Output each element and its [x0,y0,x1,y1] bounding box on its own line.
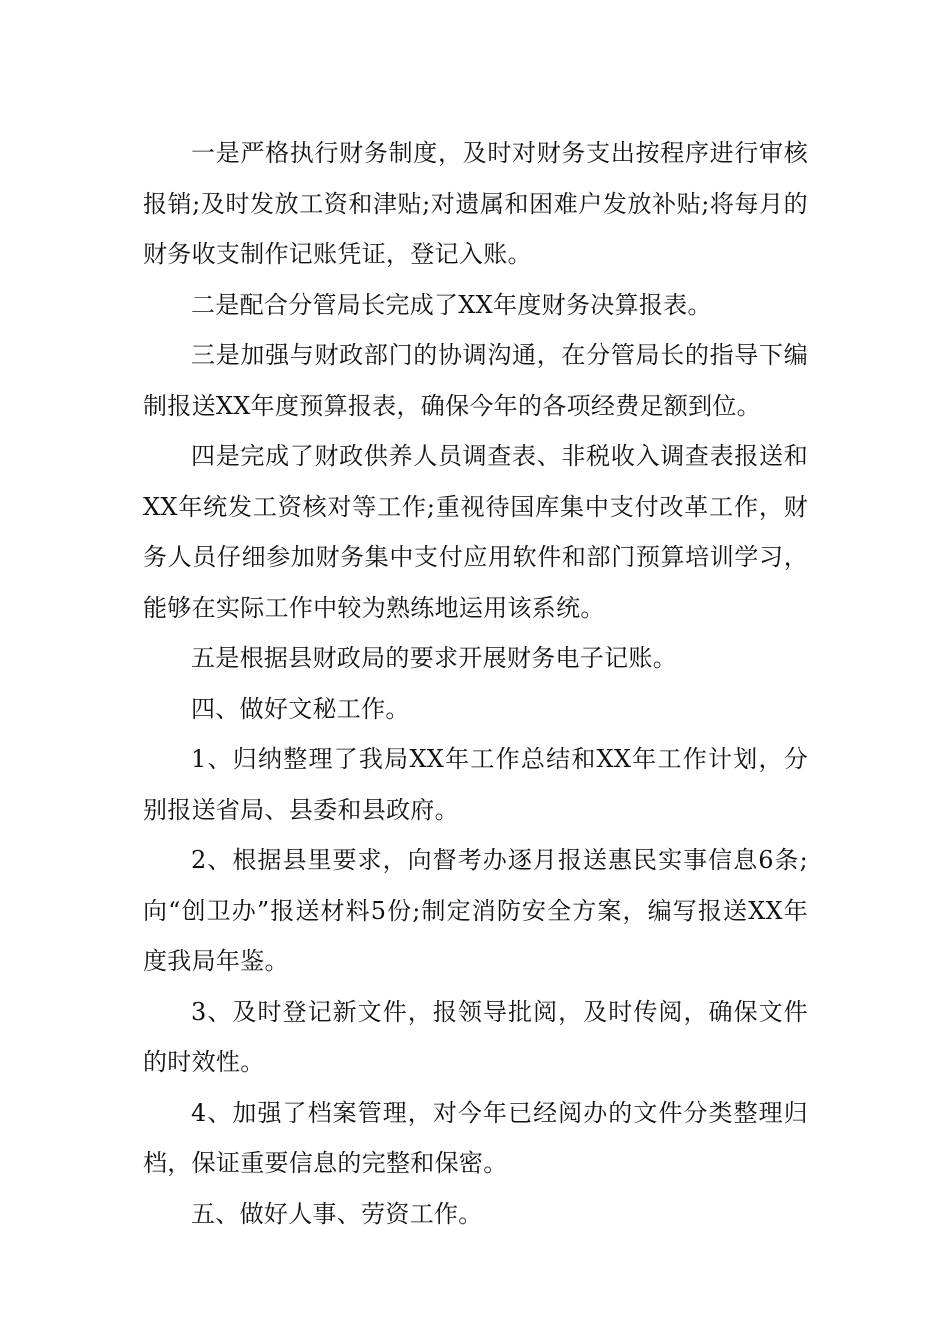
paragraph-finance-2: 二是配合分管局长完成了XX年度财务决算报表。 [191,290,712,319]
paragraph-finance-5: 五是根据县财政局的要求开展财务电子记账。 [191,644,677,672]
paragraph-secretarial-3: 3、及时登记新文件，报领导批阅，及时传阅，确保文件的时效性。 [143,997,808,1076]
document-body [143,128,808,1239]
section-heading-personnel: 五、做好人事、劳资工作。 [191,1199,483,1228]
paragraph-secretarial-2: 2、根据县里要求，向督考办逐月报送惠民实事信息6条;向“创卫办”报送材料5份;制定消防安全方案，编写报送XX年度我局年鉴。 [143,846,808,975]
paragraph-finance-1: 一是严格执行财务制度，及时对财务支出按程序进行审核报销;及时发放工资和津贴;对遗属和困难户发放补贴;将每月的财务收支制作记账凭证，登记入账。 [143,139,808,268]
paragraph-finance-4: 四是完成了财政供养人员调查表、非税收入调查表报送和XX年统发工资核对等工作;重视待国库集中支付改革工作，财务人员仔细参加财务集中支付应用软件和部门预算培训学习，能够在实际工作中较为熟练地运用该系统。 [143,442,808,622]
paragraph-finance-3: 三是加强与财政部门的协调沟通，在分管局长的指导下编制报送XX年度预算报表，确保今年的各项经费足额到位。 [143,341,808,420]
section-heading-secretarial: 四、做好文秘工作。 [191,694,410,723]
paragraph-secretarial-1: 1、归纳整理了我局XX年工作总结和XX年工作计划，分别报送省局、县委和县政府。 [143,745,808,824]
paragraph-secretarial-4: 4、加强了档案管理，对今年已经阅办的文件分类整理归档，保证重要信息的完整和保密。 [143,1098,808,1177]
